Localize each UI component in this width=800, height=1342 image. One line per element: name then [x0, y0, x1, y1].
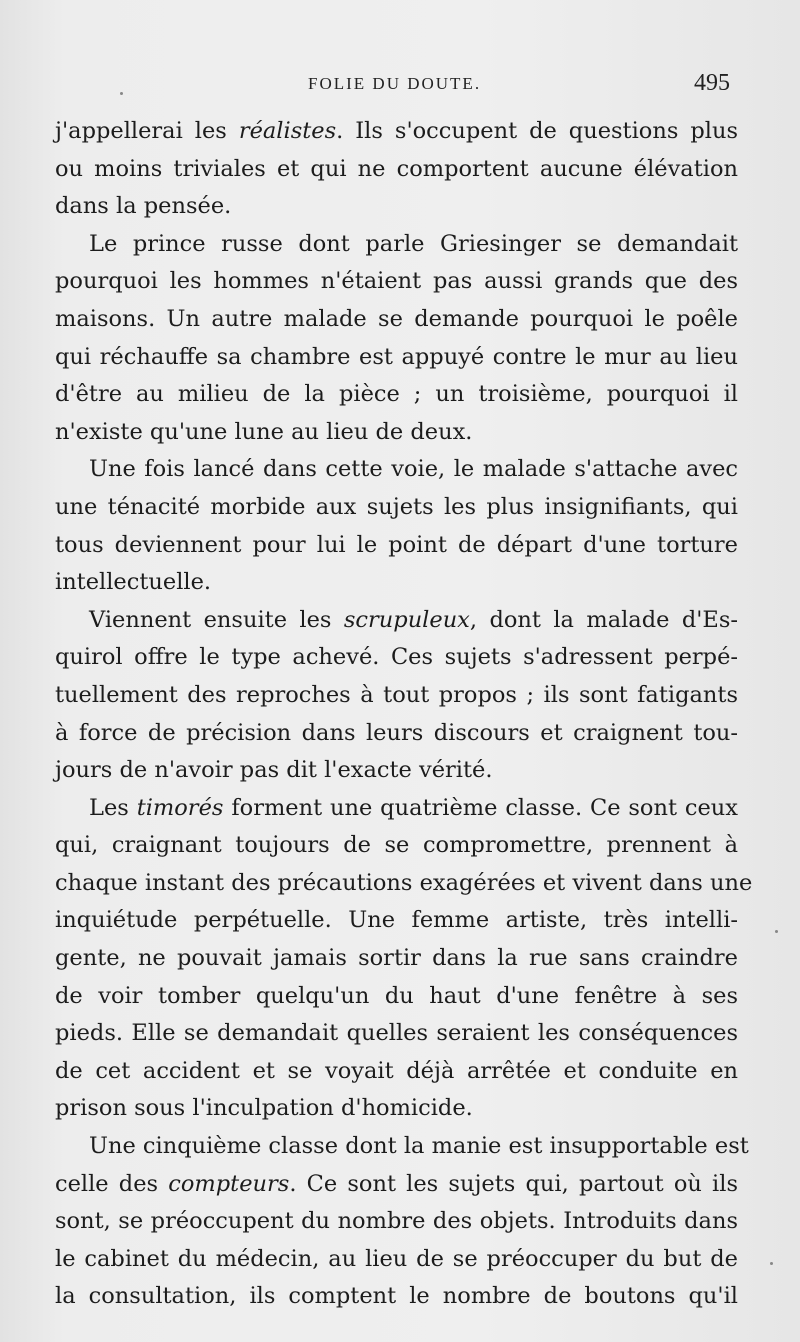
text-line: [55, 376, 738, 414]
text-line: [55, 752, 738, 790]
text-segment: qui réchauffe sa chambre est appuyé contre le mur au lieu: [55, 343, 738, 370]
text-segment: , dont la malade d'Es-: [469, 606, 739, 633]
text-segment: la consultation, ils comptent le nombre de boutons qu'il: [55, 1283, 738, 1310]
text-line: [55, 226, 738, 264]
text-line: [55, 1053, 738, 1091]
text-segment: j'appellerai les: [55, 118, 239, 144]
text-segment: Le prince russe dont parle Griesinger se demandait: [89, 230, 738, 257]
text-line: [55, 1015, 738, 1053]
text-segment: dans la pensée.: [55, 193, 232, 220]
italic-term: scrupuleux: [343, 606, 470, 633]
text-segment: forment une quatrième classe. Ce sont ceux: [223, 794, 738, 821]
text-line: [55, 564, 738, 602]
text-segment: Une cinquième classe dont la manie est insupportable est: [89, 1133, 749, 1160]
text-segment: prison sous l'inculpation d'homicide.: [55, 1095, 473, 1122]
text-segment: maisons. Un autre malade se demande pourquoi le poêle: [55, 305, 738, 332]
text-line: [55, 639, 738, 677]
text-segment: qui, craignant toujours de se compromettre, prennent à: [55, 832, 738, 859]
text-line: [55, 188, 738, 226]
text-segment: de voir tomber quelqu'un du haut d'une fenêtre à ses: [55, 982, 738, 1009]
text-segment: pourquoi les hommes n'étaient pas aussi grands que des: [55, 268, 738, 295]
text-segment: sont, se préoccupent du nombre des objets. Introduits dans: [55, 1208, 738, 1235]
italic-term: réalistes: [238, 118, 337, 144]
text-segment: pieds. Elle se demandait quelles seraient les conséquences: [55, 1020, 738, 1047]
page-header: [0, 70, 800, 104]
text-segment: à force de précision dans leurs discours et craignent tou-: [55, 719, 738, 746]
text-segment: tuellement des reproches à tout propos ; ils sont fatigants: [55, 681, 738, 708]
text-line: [55, 978, 738, 1016]
text-line: [55, 489, 738, 527]
text-line: [55, 1203, 738, 1241]
text-line: [55, 827, 738, 865]
text-segment: le cabinet du médecin, au lieu de se préoccuper du but de: [55, 1245, 738, 1272]
text-segment: tous deviennent pour lui le point de départ d'une torture: [55, 531, 738, 558]
text-segment: d'être au milieu de la pièce ; un troisième, pourquoi il: [55, 381, 738, 408]
text-segment: une ténacité morbide aux sujets les plus insignifiants, qui: [55, 493, 738, 520]
body-text: [55, 113, 753, 1316]
text-line: [55, 1166, 738, 1204]
text-segment: chaque instant des précautions exagérées et vivent dans une: [55, 869, 753, 896]
text-line: [55, 865, 753, 903]
text-line: [55, 1278, 738, 1316]
text-line: [55, 1090, 738, 1128]
text-line: [55, 1128, 749, 1166]
text-line: [55, 263, 738, 301]
text-segment: jours de n'avoir pas dit l'exacte vérité.: [55, 757, 493, 784]
text-line: [55, 527, 738, 565]
text-line: [55, 451, 738, 489]
text-line: [55, 339, 738, 377]
text-segment: intellectuelle.: [55, 569, 212, 596]
text-line: [55, 113, 738, 151]
text-line: [55, 790, 738, 828]
text-segment: Viennent ensuite les: [89, 606, 344, 633]
text-line: [55, 602, 738, 640]
page-number: 495: [694, 70, 730, 96]
text-segment: de cet accident et se voyait déjà arrêtée et conduite en: [55, 1057, 738, 1084]
paper-speck: [120, 92, 123, 95]
paper-speck: [770, 1262, 773, 1265]
text-line: [55, 1241, 738, 1279]
text-segment: n'existe qu'une lune au lieu de deux.: [55, 418, 473, 445]
italic-term: timorés: [136, 794, 224, 821]
text-line: [55, 414, 738, 452]
text-segment: quirol offre le type achevé. Ces sujets s'adressent perpé-: [55, 644, 738, 671]
text-line: [55, 902, 738, 940]
text-line: [55, 940, 738, 978]
text-line: [55, 301, 738, 339]
text-segment: Une fois lancé dans cette voie, le malade s'attache avec: [89, 456, 738, 483]
text-line: [55, 677, 738, 715]
running-title: FOLIE DU DOUTE.: [308, 74, 482, 93]
text-line: [55, 715, 738, 753]
text-segment: ou moins triviales et qui ne comportent aucune élévation: [55, 155, 738, 182]
paper-speck: [775, 930, 778, 933]
text-line: [55, 151, 738, 189]
text-segment: Les: [89, 794, 137, 821]
italic-term: compteurs: [168, 1170, 290, 1197]
text-segment: gente, ne pouvait jamais sortir dans la rue sans craindre: [55, 945, 738, 972]
text-segment: . Ce sont les sujets qui, partout où ils: [289, 1170, 738, 1197]
text-segment: . Ils s'occupent de questions plus: [336, 118, 739, 144]
text-segment: inquiétude perpétuelle. Une femme artiste, très intelli-: [55, 907, 738, 934]
text-segment: celle des: [55, 1170, 169, 1197]
